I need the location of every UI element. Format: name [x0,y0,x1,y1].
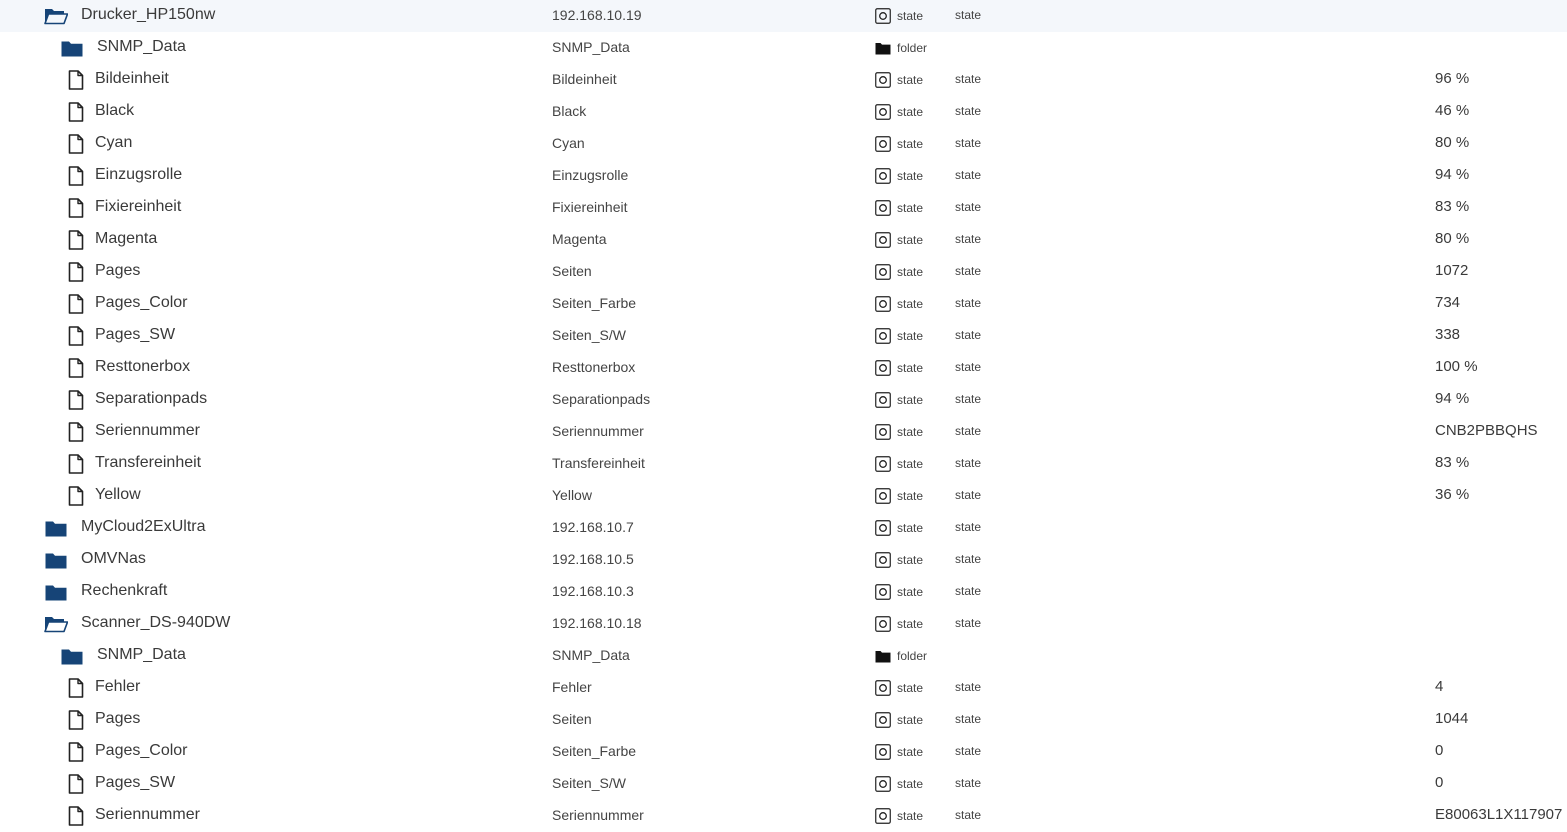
object-type-label: state [897,585,924,599]
object-type-label: state [897,777,924,791]
object-type-label: state [897,393,924,407]
state-type-icon [875,584,891,600]
object-role: state [955,520,982,534]
tree-row[interactable] [0,256,1567,288]
tree-row[interactable] [0,672,1567,704]
object-role: state [955,616,982,630]
object-type-label: state [897,297,924,311]
tree-row[interactable] [0,736,1567,768]
object-role: state [955,776,982,790]
object-type-label: state [897,521,924,535]
object-description: Seriennummer [552,807,644,823]
object-description: 192.168.10.18 [552,615,642,631]
object-value: 0 [1435,774,1444,791]
object-type [875,359,923,377]
state-type-icon [875,168,891,184]
object-type-label: folder [897,649,928,663]
file-icon [64,741,88,763]
folder-open-icon [44,5,68,27]
file-icon [64,805,88,827]
object-name: Fixiereinheit [95,198,182,215]
state-type-icon [875,776,891,792]
object-name: Einzugsrolle [95,166,183,183]
object-description: SNMP_Data [552,39,630,55]
state-type-icon [875,520,891,536]
object-role: state [955,296,982,310]
file-icon [64,421,88,443]
tree-row[interactable] [0,224,1567,256]
object-type-label: state [897,457,924,471]
state-type-icon [875,72,891,88]
object-value: 338 [1435,326,1461,343]
object-description: 192.168.10.19 [552,7,642,23]
object-name: Resttonerbox [95,358,191,375]
tree-row[interactable] [0,480,1567,512]
object-description: Einzugsrolle [552,167,629,183]
object-type [875,7,923,25]
tree-row[interactable] [0,768,1567,800]
object-value: 1072 [1435,262,1469,279]
tree-row[interactable] [0,64,1567,96]
file-icon [64,677,88,699]
object-role: state [955,808,982,822]
object-value: 83 % [1435,454,1470,471]
object-name: Pages [95,710,141,727]
tree-row[interactable] [0,544,1567,576]
object-description: Black [552,103,587,119]
object-type-label: state [897,105,924,119]
folder-icon [44,581,68,603]
file-icon [64,389,88,411]
file-icon [64,453,88,475]
object-type [875,39,927,57]
object-role: state [955,552,982,566]
object-type-label: state [897,553,924,567]
object-role: state [955,744,982,758]
object-role: state [955,392,982,406]
object-name: Bildeinheit [95,70,169,87]
state-type-icon [875,232,891,248]
object-value: 94 % [1435,390,1470,407]
folder-type-icon [875,40,891,56]
object-type-label: state [897,201,924,215]
object-role: state [955,424,982,438]
object-name: Pages_Color [95,294,188,311]
tree-row[interactable] [0,128,1567,160]
object-role: state [955,200,982,214]
state-type-icon [875,616,891,632]
object-value: 1044 [1435,710,1469,727]
file-icon [64,229,88,251]
folder-icon [44,549,68,571]
object-name: Pages_SW [95,774,176,791]
object-description: Seiten_Farbe [552,743,637,759]
object-type [875,583,923,601]
object-type [875,775,923,793]
file-icon [64,165,88,187]
object-role: state [955,264,982,278]
object-value: 80 % [1435,134,1470,151]
object-value: 0 [1435,742,1444,759]
file-icon [64,133,88,155]
object-type [875,167,923,185]
object-type [875,807,923,825]
object-value: E80063L1X117907 [1435,806,1563,823]
object-value: CNB2PBBQHS [1435,422,1538,439]
tree-row[interactable] [0,352,1567,384]
object-name: Black [95,102,135,119]
folder-open-icon [44,613,68,635]
folder-icon [44,517,68,539]
object-name: MyCloud2ExUltra [81,518,206,535]
object-type-label: state [897,745,924,759]
object-type [875,263,923,281]
object-type [875,487,923,505]
object-role: state [955,136,982,150]
state-type-icon [875,552,891,568]
object-type-label: state [897,329,924,343]
object-type [875,423,923,441]
file-icon [64,293,88,315]
file-icon [64,485,88,507]
state-type-icon [875,488,891,504]
object-type [875,327,923,345]
tree-row[interactable] [0,512,1567,544]
object-type-label: state [897,617,924,631]
object-type [875,103,923,121]
object-name: Separationpads [95,390,208,407]
object-type-label: state [897,73,924,87]
object-role: state [955,8,982,22]
state-type-icon [875,680,891,696]
object-type-label: state [897,489,924,503]
tree-row[interactable] [0,608,1567,640]
object-name: Seriennummer [95,806,200,823]
object-description: 192.168.10.7 [552,519,634,535]
object-type [875,391,923,409]
object-type-label: state [897,9,924,23]
state-type-icon [875,392,891,408]
object-description: Seiten_S/W [552,327,626,343]
object-name: SNMP_Data [97,38,186,55]
object-role: state [955,680,982,694]
tree-row[interactable] [0,288,1567,320]
object-type [875,615,923,633]
tree-row[interactable] [0,384,1567,416]
tree-row[interactable] [0,192,1567,224]
object-description: Seiten_Farbe [552,295,637,311]
folder-icon [60,645,84,667]
object-role: state [955,328,982,342]
object-name: Rechenkraft [81,582,168,599]
object-value: 734 [1435,294,1461,311]
tree-row[interactable] [0,704,1567,736]
object-description: Transfereinheit [552,455,645,471]
tree-row[interactable] [0,0,1567,32]
tree-row[interactable] [0,96,1567,128]
object-name: Drucker_HP150nw [81,6,216,23]
file-icon [64,261,88,283]
state-type-icon [875,744,891,760]
file-icon [64,101,88,123]
object-description: Fehler [552,679,592,695]
object-type-label: state [897,169,924,183]
tree-row[interactable] [0,640,1567,672]
object-type [875,743,923,761]
object-description: Seiten_S/W [552,775,626,791]
object-description: Cyan [552,135,585,151]
object-value: 96 % [1435,70,1470,87]
state-type-icon [875,360,891,376]
state-type-icon [875,136,891,152]
object-type [875,71,923,89]
folder-icon [60,37,84,59]
tree-row[interactable] [0,576,1567,608]
object-description: Seiten [552,263,592,279]
object-name: Scanner_DS-940DW [81,614,231,631]
tree-row[interactable] [0,448,1567,480]
object-type-label: state [897,137,924,151]
object-description: Resttonerbox [552,359,636,375]
state-type-icon [875,424,891,440]
object-type [875,551,923,569]
object-role: state [955,72,982,86]
object-type-label: state [897,425,924,439]
object-name: OMVNas [81,550,146,567]
object-type-label: state [897,681,924,695]
object-name: Seriennummer [95,422,200,439]
object-role: state [955,584,982,598]
object-type-label: state [897,233,924,247]
state-type-icon [875,808,891,824]
object-value: 46 % [1435,102,1470,119]
object-role: state [955,488,982,502]
object-type [875,711,923,729]
object-value: 4 [1435,678,1444,695]
object-role: state [955,456,982,470]
tree-row[interactable] [0,800,1567,832]
object-value: 36 % [1435,486,1470,503]
state-type-icon [875,712,891,728]
folder-type-icon [875,648,891,664]
object-role: state [955,360,982,374]
object-type [875,135,923,153]
object-role: state [955,104,982,118]
object-name: Pages_Color [95,742,188,759]
object-name: Fehler [95,678,141,695]
file-icon [64,773,88,795]
file-icon [64,709,88,731]
object-description: 192.168.10.3 [552,583,634,599]
object-name: Yellow [95,486,141,503]
object-value: 100 % [1435,358,1478,375]
object-description: SNMP_Data [552,647,630,663]
object-type [875,455,923,473]
object-description: Separationpads [552,391,651,407]
object-role: state [955,168,982,182]
state-type-icon [875,200,891,216]
tree-row[interactable] [0,160,1567,192]
object-description: Fixiereinheit [552,199,628,215]
state-type-icon [875,328,891,344]
object-description: Seiten [552,711,592,727]
object-value: 80 % [1435,230,1470,247]
object-type-label: state [897,265,924,279]
object-description: Yellow [552,487,592,503]
object-type-label: state [897,713,924,727]
object-name: Cyan [95,134,133,151]
object-type [875,647,927,665]
object-type [875,231,923,249]
tree-row[interactable] [0,320,1567,352]
object-type [875,679,923,697]
object-name: Pages_SW [95,326,176,343]
tree-row[interactable] [0,416,1567,448]
object-role: state [955,232,982,246]
file-icon [64,197,88,219]
object-type [875,295,923,313]
object-name: Transfereinheit [95,454,202,471]
file-icon [64,357,88,379]
object-role: state [955,712,982,726]
state-type-icon [875,104,891,120]
object-type [875,519,923,537]
state-type-icon [875,456,891,472]
object-description: Seriennummer [552,423,644,439]
state-type-icon [875,8,891,24]
object-type-label: state [897,361,924,375]
state-type-icon [875,264,891,280]
object-name: SNMP_Data [97,646,186,663]
object-description: 192.168.10.5 [552,551,634,567]
object-name: Magenta [95,230,158,247]
object-name: Pages [95,262,141,279]
object-description: Bildeinheit [552,71,617,87]
object-value: 94 % [1435,166,1470,183]
file-icon [64,69,88,91]
object-type-label: folder [897,41,928,55]
state-type-icon [875,296,891,312]
object-value: 83 % [1435,198,1470,215]
tree-row[interactable] [0,32,1567,64]
object-description: Magenta [552,231,607,247]
object-type [875,199,923,217]
file-icon [64,325,88,347]
object-type-label: state [897,809,924,823]
